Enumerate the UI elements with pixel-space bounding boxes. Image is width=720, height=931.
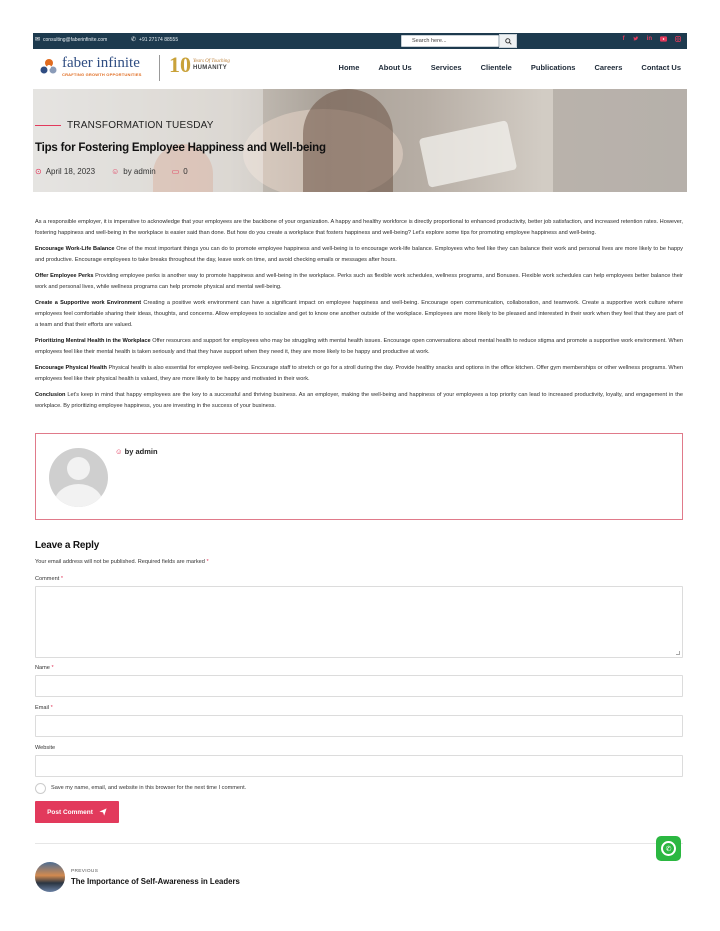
post-author[interactable]: by admin [123,167,156,176]
clock-icon: ⊙ [35,167,42,176]
divider [35,843,683,844]
section-heading: Create a Supportive work Environment [35,300,142,306]
mail-icon: ✉ [35,37,41,43]
post-hero [33,89,687,192]
site-header [33,49,687,89]
post-date[interactable]: April 18, 2023 [45,167,96,176]
top-bar [33,33,687,49]
article-section [35,363,683,385]
years-number: 10 [169,52,191,77]
previous-post-link[interactable]: The Importance of Self-Awareness in Leaders [71,877,240,886]
post-meta [35,167,188,176]
send-icon [99,808,107,816]
section-heading: Encourage Work-Life Balance [35,246,115,252]
whatsapp-button[interactable] [656,836,681,861]
logo-name: faber infinite [62,55,140,71]
comment-textarea[interactable] [35,586,683,658]
comment-icon: ▭ [171,167,180,176]
resize-handle-icon[interactable] [676,651,680,655]
reply-title: Leave a Reply [35,540,100,551]
facebook-icon[interactable]: f [622,36,625,42]
logo-tagline: CRAFTING GROWTH OPPORTUNITIES [62,72,142,77]
hero-image-region [303,89,393,192]
section-text: Let's keep in mind that happy employees are the key to a successful and thriving business. As an employer, making the well-being and happiness of your employees a top priority can lead to increased productivity, loyalty, and engagement in the workplace. By prioritizing employee happiness, you are investing in the success of your business. [35,392,683,409]
hero-image-region [419,120,517,188]
twitter-icon[interactable] [633,36,639,44]
anniversary-badge [169,54,230,76]
search-icon [505,38,512,45]
section-heading: Prioritizing Mentral Health in the Workplace [35,338,151,344]
hero-image-region [553,89,687,192]
section-heading: Conclusion [35,392,66,398]
name-label: Name * [35,665,54,671]
nav-clientele[interactable]: Clientele [480,63,512,72]
article-intro: As a responsible employer, it is imperative to acknowledge that your employees are the backbone of your organization. A happy and healthy workforce is directly proportional to enhanced productivity, better job satisfaction, and increased retention rates. However, fostering happiness and well-being in the workplace is easier said than done. But how do you create a workplace that fosters happiness and well-being? Let's explore some tips for promoting employee happiness and well-being. [35,219,683,236]
post-comment-button[interactable] [35,801,119,823]
nav-about-us[interactable]: About Us [378,63,412,72]
section-text: Creating a positive work environment can have a significant impact on employee happiness and well-being. Encourage open communication, collaboration, and teamwork. Create a supportive work culture where employees feel comfortable sharing their ideas, thoughts, and concerns. Allow employees to socialize and get to know one another outside of the workplace. Employees are more likely to be pleased and interested in their work when they feel that they are part of a team and that their efforts are valued. [35,300,683,328]
youtube-icon[interactable] [660,36,667,44]
nav-home[interactable]: Home [338,63,360,72]
article-section [35,390,683,412]
phone-text: +91 27174 88555 [139,36,179,43]
years-small-text: Years Of Touching [193,59,230,64]
social-links [623,36,681,44]
section-heading: Encourage Physical Health [35,365,107,371]
user-icon: ☺ [111,167,120,176]
years-big-text: HUMANITY [193,65,228,71]
email-contact[interactable] [35,36,107,43]
post-title: Tips for Fostering Employee Happiness and Well-being [35,142,326,154]
author-box [35,433,683,520]
reply-note-text: Your email address will not be published. Required fields are marked [35,559,205,565]
comment-count[interactable]: 0 [183,167,188,176]
save-info-checkbox[interactable] [35,783,46,794]
website-label: Website [35,745,56,751]
article-body [35,217,683,417]
reply-note [35,559,209,565]
name-field[interactable] [35,675,683,697]
previous-post-thumbnail[interactable] [35,862,65,892]
whatsapp-icon: ✆ [661,841,676,856]
section-text: Physical health is also essential for employee well-being. Encourage staff to stretch or go for a stroll during the day. Provide healthy snacks and options in the office kitchen. Offer gym memberships or other wellness programs. When employees feel like their physical health is valued, they are more likely to be happy and motivated in their work. [35,365,684,382]
phone-icon: ✆ [131,37,137,43]
section-text: One of the most important things you can do to promote employee happiness and well-being is to encourage work-life balance. Employees who feel like they can balance their work and personal lives are more likely to be happy and productive. Encourage employees to take breaks throughout the day, leave work on time, and avoid checking emails or messages after hours. [35,246,683,263]
save-info-label[interactable]: Save my name, email, and website in this browser for the next time I comment. [51,785,247,791]
main-nav [339,63,681,72]
article-section [35,244,683,266]
required-star: * [51,665,54,671]
linkedin-icon[interactable]: in [646,36,652,42]
section-text: Providing employee perks is another way to promote happiness and well-being in the workplace. Perks such as flexible work schedules, wellness programs, and Bonuses. Flexible work schedules can help employees better balance their work and personal lives, while wellness programs can help promote physical and mental well-being. [35,273,684,290]
logo-divider [159,55,160,81]
section-heading: Offer Employee Perks [35,273,94,279]
search-button[interactable] [499,34,517,48]
email-label: Email * [35,705,53,711]
required-star: * [206,559,209,565]
article-section [35,336,683,358]
article-section [35,271,683,293]
nav-contact-us[interactable]: Contact Us [641,63,681,72]
category-label: TRANSFORMATION TUESDAY [67,120,214,131]
post-comment-label: Post Comment [47,808,93,816]
search-input[interactable]: Search here... [401,35,499,47]
faber-logo[interactable] [39,56,142,77]
comment-label: Comment * [35,576,63,582]
author-link[interactable] [115,447,158,456]
author-name: by admin [124,447,158,456]
email-text: consulting@faberinfinite.com [43,36,108,43]
category-line [35,125,61,126]
previous-label: PREVIOUS [71,869,99,874]
instagram-icon[interactable] [675,36,681,44]
article-section [35,298,683,331]
required-star: * [50,705,53,711]
post-category[interactable] [35,120,214,131]
logo-mark-icon [39,57,59,77]
user-icon: ☺ [115,447,123,456]
avatar [49,448,108,507]
email-field[interactable] [35,715,683,737]
website-field[interactable] [35,755,683,777]
nav-careers[interactable]: Careers [594,63,623,72]
required-star: * [60,576,63,582]
phone-contact[interactable] [131,36,178,43]
section-text: Offer resources and support for employees who may be struggling with mental health issues. Encourage open conversations about mental health to reduce stigma and promote a supportive work environment. When employees feel like their mental health is taken seriously and that they have support when they need it, they are more likely to be happy and productive at work. [35,338,683,355]
nav-publications[interactable]: Publications [530,63,576,72]
hero-overlay [33,89,263,192]
nav-services[interactable]: Services [430,63,462,72]
